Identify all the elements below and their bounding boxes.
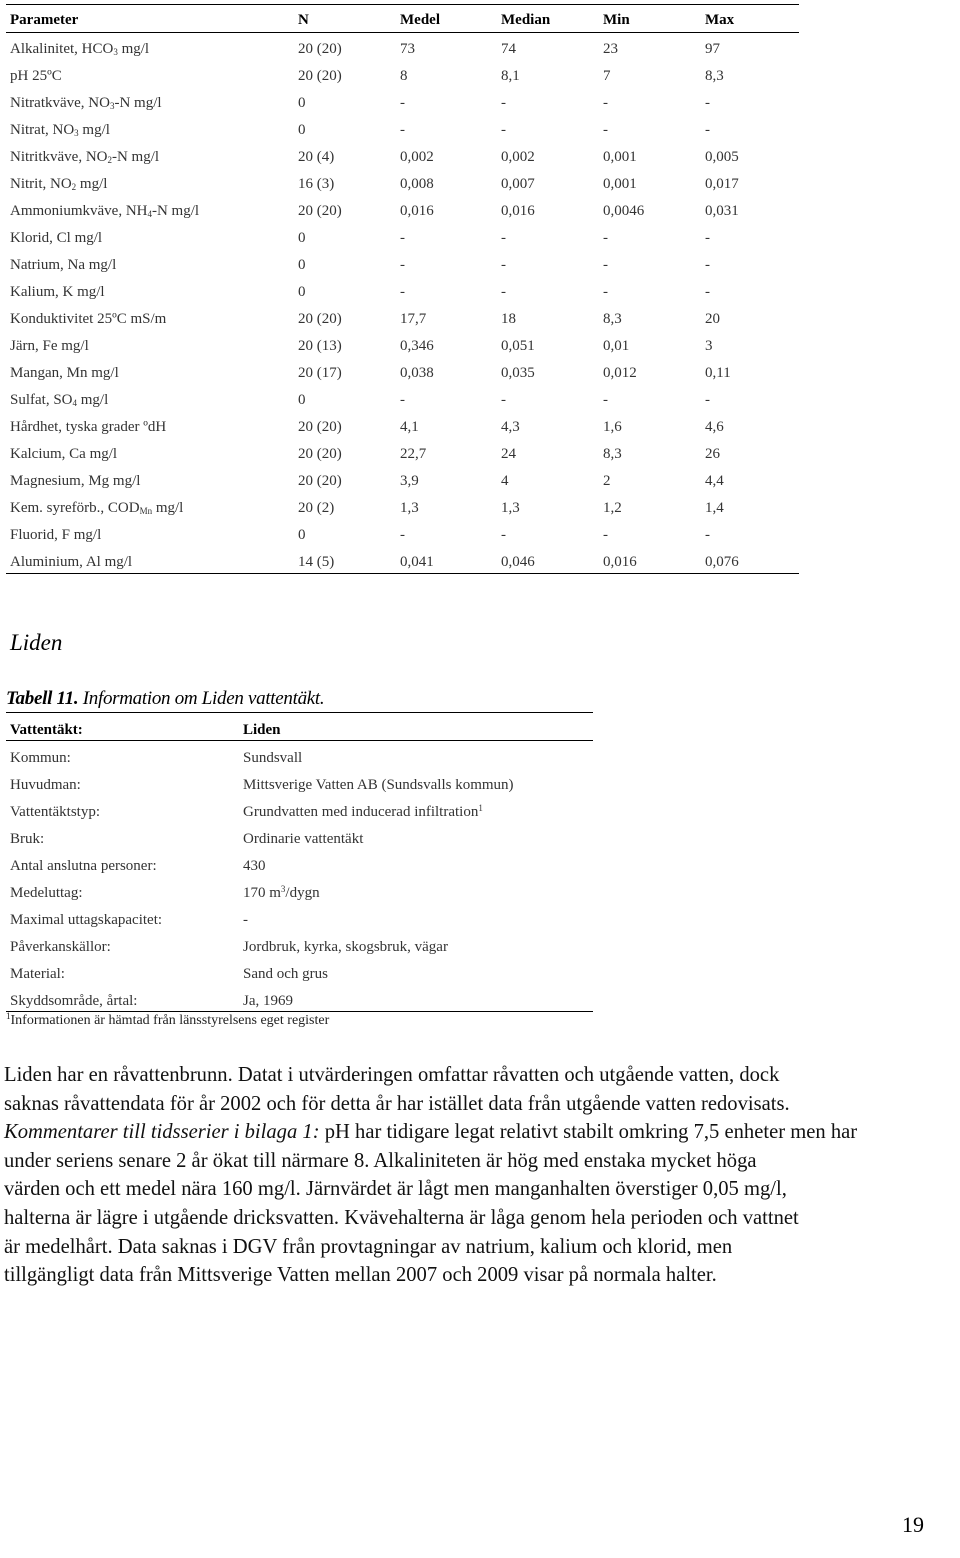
- section-heading: Liden: [10, 630, 63, 655]
- cell-max: 4,6: [705, 419, 724, 435]
- table-row: [6, 198, 799, 225]
- cell-median: 0,046: [501, 554, 535, 570]
- cell-medel: 22,7: [400, 446, 427, 462]
- cell-medel: -: [400, 122, 405, 138]
- cell-parameter: Kalium, K mg/l: [10, 284, 105, 300]
- cell-max: 8,3: [705, 68, 724, 84]
- cell-medel: 17,7: [400, 311, 427, 327]
- info-value: Sand och grus: [243, 966, 328, 982]
- table-row: [6, 144, 799, 171]
- cell-min: 8,3: [603, 311, 622, 327]
- info-top-rule: [6, 712, 593, 713]
- info-header-value: Liden: [243, 722, 281, 738]
- table-row: [6, 171, 799, 198]
- cell-medel: 8: [400, 68, 408, 84]
- header-medel: Medel: [400, 12, 440, 28]
- cell-medel: 3,9: [400, 473, 419, 489]
- cell-n: 14 (5): [298, 554, 335, 570]
- cell-parameter: Sulfat, $SO_4$ mg/l: [10, 392, 109, 408]
- cell-median: 74: [501, 41, 516, 57]
- info-row: [6, 907, 593, 934]
- cell-min: -: [603, 122, 608, 138]
- cell-parameter: Kem. syreförb., $COD_{Mn}$ mg/l: [10, 500, 184, 516]
- info-value: Ordinarie vattentäkt: [243, 831, 364, 847]
- cell-median: -: [501, 95, 506, 111]
- info-value: 170 $m^3$/dygn: [243, 884, 320, 901]
- cell-medel: 0,041: [400, 554, 434, 570]
- cell-min: -: [603, 527, 608, 543]
- table-row: [6, 63, 799, 90]
- cell-median: 1,3: [501, 500, 520, 516]
- cell-median: -: [501, 257, 506, 273]
- cell-parameter: Nitritkväve, $NO_2-N$ mg/l: [10, 149, 160, 165]
- info-row: [6, 961, 593, 988]
- cell-parameter: Mangan, Mn mg/l: [10, 365, 119, 381]
- table-row: [6, 495, 799, 522]
- info-key: Huvudman:: [10, 777, 81, 793]
- cell-medel: 0,038: [400, 365, 434, 381]
- table-bottom-rule: [6, 573, 799, 574]
- body-line: under seriens senare 2 år ökat till närmare 8. Alkaliniteten är hög med enstaka mycket höga: [4, 1149, 757, 1172]
- caption-text: Information om Liden vattentäkt.: [78, 688, 325, 709]
- info-value: Sundsvall: [243, 750, 303, 766]
- cell-medel: 1,3: [400, 500, 419, 516]
- body-line: värden och ett medel nära 160 mg/l. Järnvärdet är lågt men manganhalten överstiger 0,05 mg/l,: [4, 1178, 787, 1201]
- cell-n: 20 (2): [298, 500, 335, 516]
- cell-n: 20 (17): [298, 365, 342, 381]
- cell-median: 4,3: [501, 419, 520, 435]
- cell-n: 20 (20): [298, 203, 342, 219]
- header-parameter: Parameter: [10, 12, 79, 28]
- cell-min: 0,012: [603, 365, 637, 381]
- caption-label: Tabell 11.: [6, 688, 79, 709]
- info-value: Jordbruk, kyrka, skogsbruk, vägar: [243, 939, 448, 955]
- cell-n: 20 (20): [298, 41, 342, 57]
- body-line-rest: pH har tidigare legat relativt stabilt omkring 7,5 enheter men har: [319, 1121, 858, 1144]
- cell-parameter: Alkalinitet, $HCO_3$ mg/l: [10, 41, 150, 57]
- cell-max: 97: [705, 41, 720, 57]
- cell-n: 16 (3): [298, 176, 335, 192]
- cell-max: 0,11: [705, 365, 731, 381]
- cell-min: 8,3: [603, 446, 622, 462]
- info-key: Skyddsområde, årtal:: [10, 993, 138, 1009]
- header-bottom-rule: [6, 32, 799, 33]
- body-italic-lead: Kommentarer till tidsserier i bilaga 1:: [4, 1121, 320, 1144]
- cell-min: 2: [603, 473, 611, 489]
- cell-median: 0,007: [501, 176, 535, 192]
- cell-parameter: Fluorid, F mg/l: [10, 527, 102, 543]
- cell-median: 4: [501, 473, 509, 489]
- cell-max: 1,4: [705, 500, 724, 516]
- cell-parameter: Konduktivitet 25ºC mS/m: [10, 311, 167, 327]
- table-row: [6, 117, 799, 144]
- cell-parameter: Järn, Fe mg/l: [10, 338, 89, 354]
- info-row: [6, 772, 593, 799]
- cell-n: 0: [298, 284, 306, 300]
- table-row: [6, 387, 799, 414]
- cell-max: 26: [705, 446, 720, 462]
- cell-medel: 0,008: [400, 176, 434, 192]
- cell-medel: -: [400, 392, 405, 408]
- table-row: [6, 360, 799, 387]
- header-median: Median: [501, 12, 551, 28]
- info-key: Kommun:: [10, 750, 71, 766]
- info-row: [6, 934, 593, 961]
- body-line: Liden har en råvattenbrunn. Datat i utvärderingen omfattar råvatten och utgående vatten, dock: [4, 1064, 780, 1086]
- info-key: Maximal uttagskapacitet:: [10, 912, 163, 928]
- cell-max: 20: [705, 311, 720, 327]
- cell-parameter: pH 25ºC: [10, 68, 62, 84]
- cell-median: -: [501, 284, 506, 300]
- cell-min: -: [603, 95, 608, 111]
- cell-max: -: [705, 257, 710, 273]
- header-max: Max: [705, 12, 735, 28]
- cell-min: 7: [603, 68, 611, 84]
- cell-max: 3: [705, 338, 713, 354]
- cell-median: 0,002: [501, 149, 535, 165]
- table-row: [6, 522, 799, 549]
- cell-n: 20 (20): [298, 473, 342, 489]
- cell-medel: -: [400, 95, 405, 111]
- table-top-rule: [6, 4, 799, 5]
- cell-medel: -: [400, 230, 405, 246]
- table-row: [6, 333, 799, 360]
- info-header-key: Vattentäkt:: [10, 722, 83, 738]
- cell-median: -: [501, 230, 506, 246]
- cell-medel: 0,002: [400, 149, 434, 165]
- table-row: [6, 36, 799, 63]
- cell-min: 0,0046: [603, 203, 645, 219]
- cell-medel: -: [400, 527, 405, 543]
- table-row: [6, 279, 799, 306]
- cell-n: 0: [298, 527, 306, 543]
- cell-median: -: [501, 392, 506, 408]
- cell-max: 0,031: [705, 203, 739, 219]
- cell-min: 0,016: [603, 554, 637, 570]
- table-row: [6, 306, 799, 333]
- cell-parameter: Nitratkväve, $NO_3-N$ mg/l: [10, 95, 162, 111]
- info-key: Bruk:: [10, 831, 45, 847]
- info-value: Mittsverige Vatten AB (Sundsvalls kommun): [243, 777, 514, 793]
- cell-min: 1,2: [603, 500, 622, 516]
- info-value: -: [243, 912, 248, 928]
- cell-min: -: [603, 392, 608, 408]
- cell-median: 0,016: [501, 203, 535, 219]
- cell-max: -: [705, 527, 710, 543]
- cell-min: 1,6: [603, 419, 622, 435]
- cell-n: 20 (20): [298, 311, 342, 327]
- cell-parameter: Magnesium, Mg mg/l: [10, 473, 141, 489]
- cell-n: 0: [298, 122, 306, 138]
- cell-median: 24: [501, 446, 516, 462]
- info-key: Material:: [10, 966, 65, 982]
- info-key: Antal anslutna personer:: [10, 858, 157, 874]
- info-key: Påverkanskällor:: [10, 939, 111, 955]
- info-value: Ja, 1969: [243, 993, 293, 1009]
- cell-n: 0: [298, 230, 306, 246]
- body-line: halterna är lägre i utgående dricksvatten. Kvävehalterna är låga genom hela perioden och vattnet: [4, 1206, 799, 1229]
- info-key: Vattentäktstyp:: [10, 804, 100, 820]
- body-line: saknas råvattendata för år 2002 och för detta år har istället data från utgående vatten redovisats.: [4, 1092, 790, 1115]
- cell-max: 0,005: [705, 149, 739, 165]
- cell-median: -: [501, 122, 506, 138]
- cell-n: 0: [298, 392, 306, 408]
- cell-min: -: [603, 284, 608, 300]
- cell-min: -: [603, 230, 608, 246]
- info-header-rule: [6, 740, 593, 741]
- cell-parameter: Nitrat, $NO_3$ mg/l: [10, 122, 110, 138]
- cell-n: 20 (4): [298, 149, 335, 165]
- body-paragraph: [4, 1061, 960, 1290]
- info-value: 430: [243, 858, 266, 874]
- cell-medel: 73: [400, 41, 415, 57]
- cell-median: 0,051: [501, 338, 535, 354]
- cell-max: -: [705, 95, 710, 111]
- cell-n: 0: [298, 257, 306, 273]
- body-line: är medelhårt. Data saknas i DGV från provtagningar av natrium, kalium och klorid, men: [4, 1235, 733, 1258]
- cell-parameter: Nitrit, $NO_2$ mg/l: [10, 176, 108, 192]
- info-row: [6, 799, 593, 826]
- cell-median: 8,1: [501, 68, 520, 84]
- table-row: [6, 414, 799, 441]
- cell-n: 20 (20): [298, 446, 342, 462]
- info-bottom-rule: [6, 1011, 593, 1012]
- table-row: [6, 90, 799, 117]
- cell-medel: 4,1: [400, 419, 419, 435]
- footnote: [6, 1013, 329, 1029]
- table-row: [6, 225, 799, 252]
- info-row: [6, 826, 593, 853]
- body-line: tillgängligt data från Mittsverige Vatten mellan 2007 och 2009 visar på normala halter.: [4, 1264, 717, 1287]
- body-line: [4, 1118, 960, 1147]
- cell-medel: -: [400, 284, 405, 300]
- cell-max: 0,076: [705, 554, 739, 570]
- table-row: [6, 441, 799, 468]
- page-number: 19: [902, 1512, 924, 1537]
- cell-max: -: [705, 230, 710, 246]
- cell-median: 0,035: [501, 365, 535, 381]
- cell-medel: -: [400, 257, 405, 273]
- cell-parameter: Natrium, Na mg/l: [10, 257, 117, 273]
- cell-max: 4,4: [705, 473, 724, 489]
- info-row: [6, 745, 593, 772]
- cell-max: -: [705, 122, 710, 138]
- cell-max: -: [705, 392, 710, 408]
- cell-medel: 0,016: [400, 203, 434, 219]
- cell-parameter: Kalcium, Ca mg/l: [10, 446, 118, 462]
- table-caption: [6, 688, 324, 710]
- cell-min: -: [603, 257, 608, 273]
- info-row: [6, 880, 593, 907]
- cell-n: 0: [298, 95, 306, 111]
- table-row: [6, 549, 799, 576]
- cell-parameter: Klorid, Cl mg/l: [10, 230, 103, 246]
- info-row: [6, 853, 593, 880]
- cell-median: -: [501, 527, 506, 543]
- table-row: [6, 468, 799, 495]
- cell-parameter: Aluminium, Al mg/l: [10, 554, 133, 570]
- header-n: N: [298, 12, 309, 28]
- cell-median: 18: [501, 311, 516, 327]
- cell-min: 0,01: [603, 338, 630, 354]
- cell-parameter: Ammoniumkväve, $NH_4-N$ mg/l: [10, 203, 200, 219]
- header-min: Min: [603, 12, 630, 28]
- cell-max: 0,017: [705, 176, 739, 192]
- table-row: [6, 252, 799, 279]
- info-key: Medeluttag:: [10, 885, 83, 901]
- cell-medel: 0,346: [400, 338, 434, 354]
- footnote-mark: 1: [6, 1011, 11, 1021]
- cell-min: 23: [603, 41, 618, 57]
- cell-n: 20 (20): [298, 68, 342, 84]
- info-value: Grundvatten med inducerad infiltration$^1$: [243, 803, 483, 820]
- cell-max: -: [705, 284, 710, 300]
- cell-min: 0,001: [603, 149, 637, 165]
- cell-min: 0,001: [603, 176, 637, 192]
- cell-n: 20 (13): [298, 338, 342, 354]
- cell-parameter: Hårdhet, tyska grader ºdH: [10, 419, 167, 435]
- cell-n: 20 (20): [298, 419, 342, 435]
- footnote-text: Informationen är hämtad från länsstyrelsens eget register: [10, 1013, 330, 1028]
